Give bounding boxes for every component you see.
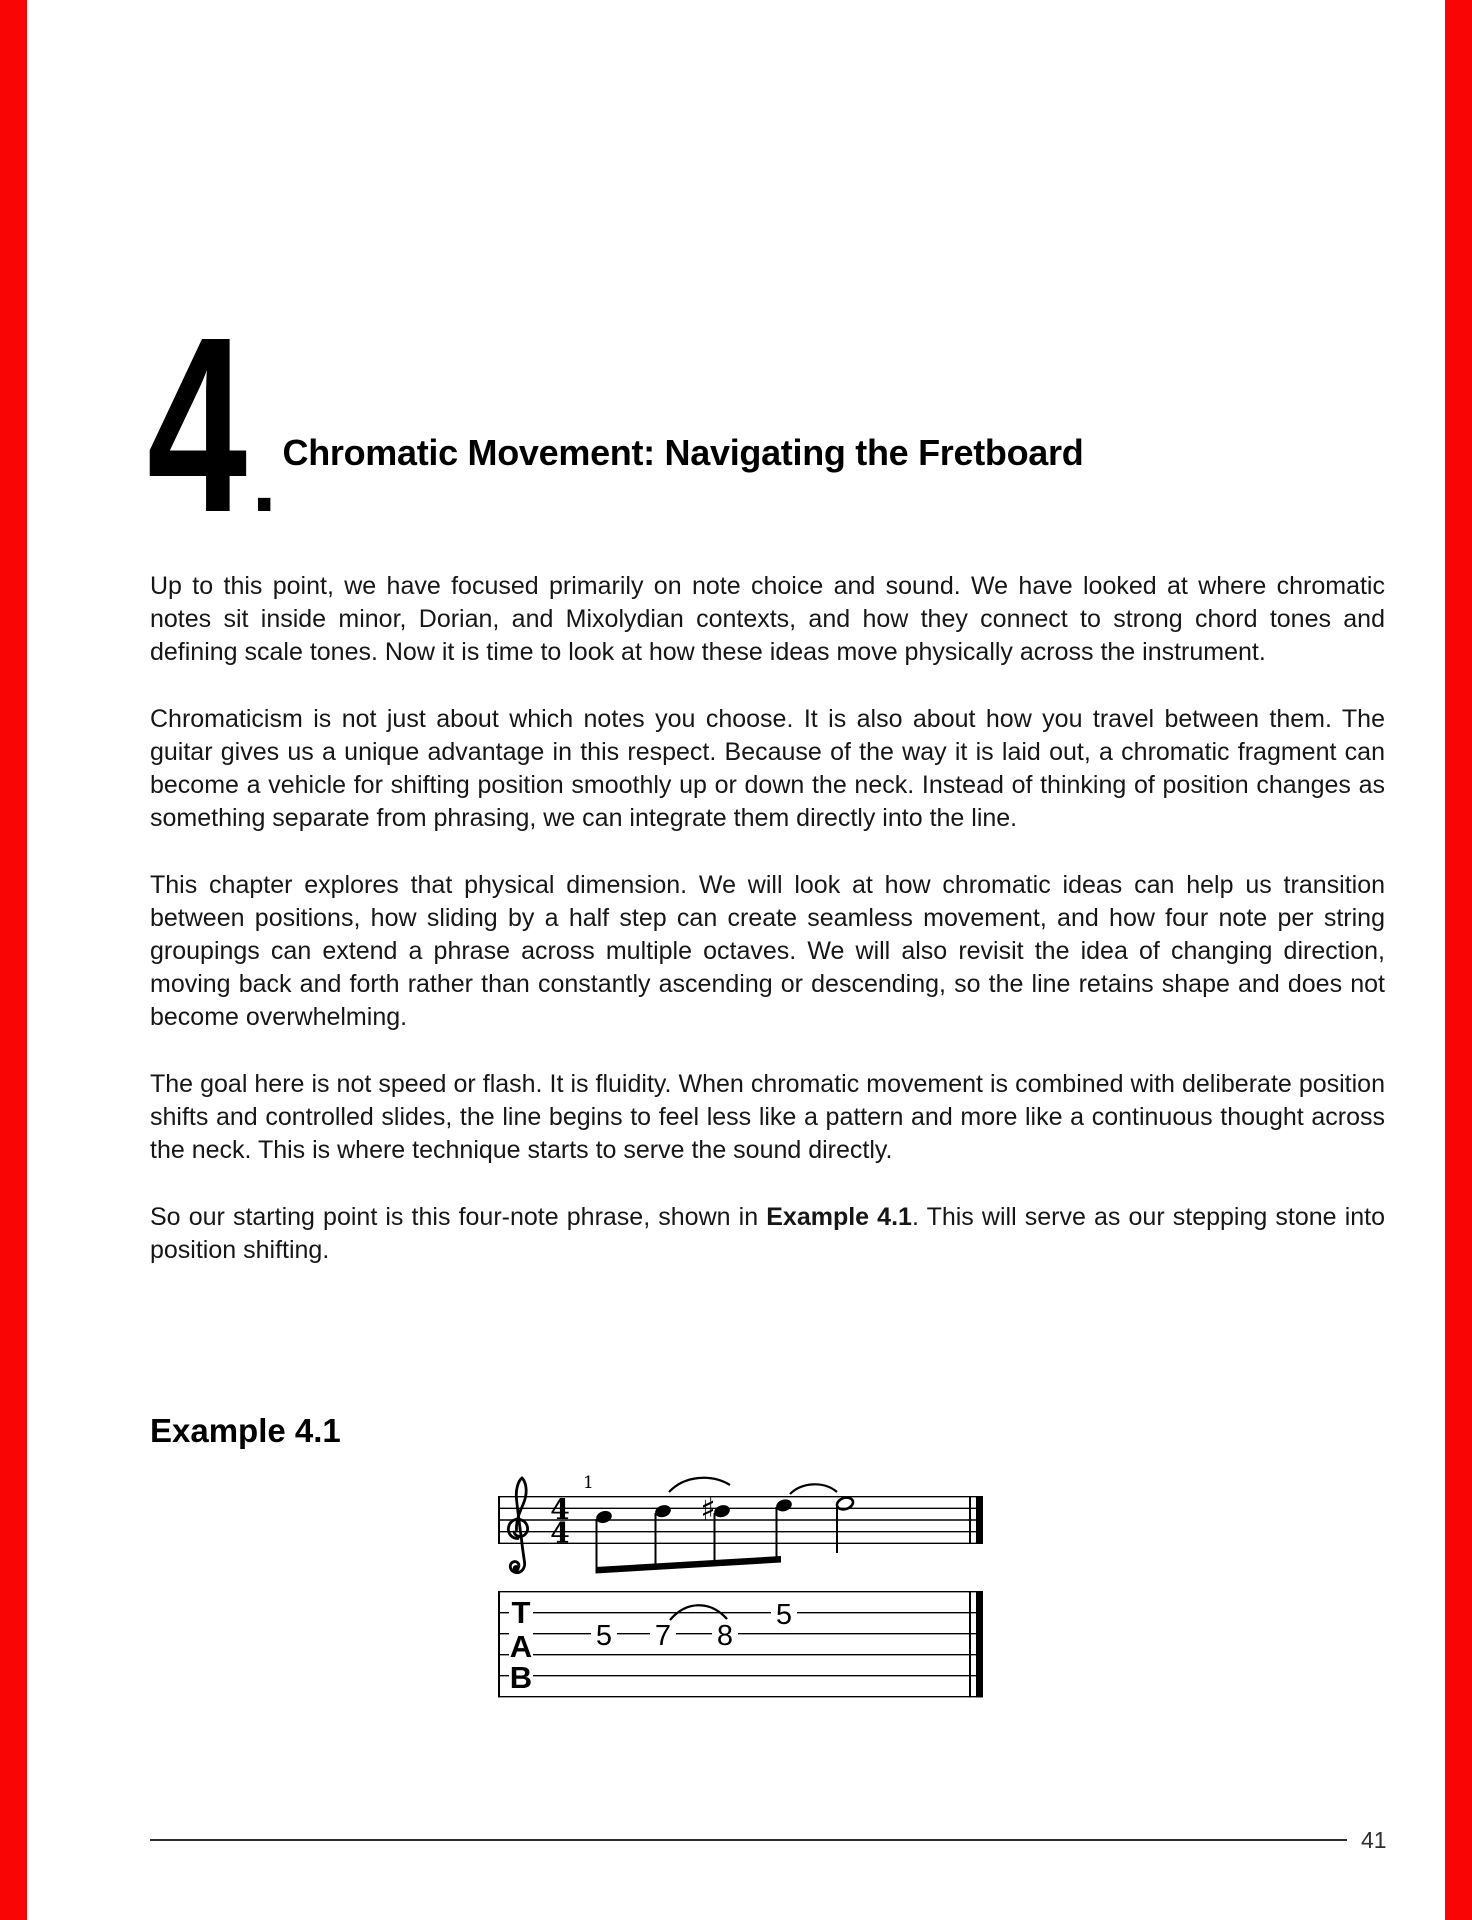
fret-numbers bbox=[596, 1599, 792, 1652]
fret-number-3: 8 bbox=[716, 1620, 734, 1652]
tie-note4-halfnote bbox=[790, 1484, 837, 1494]
fret-number-2: 7 bbox=[654, 1620, 672, 1652]
measure-number: 1 bbox=[583, 1473, 594, 1493]
tab-staff-lines bbox=[498, 1592, 983, 1697]
chapter-heading bbox=[147, 285, 1084, 564]
half-note bbox=[835, 1496, 854, 1512]
fret-number-4: 5 bbox=[775, 1599, 793, 1631]
time-sig-numerator: 4 bbox=[550, 1493, 570, 1526]
treble-final-barline-thick bbox=[976, 1496, 983, 1544]
tab-final-barline-thick bbox=[976, 1591, 983, 1697]
page-number: 41 bbox=[1361, 1826, 1387, 1853]
example-heading: Example 4.1 bbox=[150, 1412, 341, 1449]
tab-letter-t: T bbox=[511, 1595, 531, 1630]
treble-clef-icon bbox=[508, 1478, 527, 1573]
footer-rule bbox=[150, 1839, 1347, 1841]
paragraph-5-post: . This will serve as our stepping stone into position shifting. bbox=[150, 1203, 1386, 1264]
red-edge-right bbox=[1445, 0, 1472, 1920]
paragraph-2: Chromaticism is not just about which notes you choose. It is also about how you travel between them. The guitar gives us a unique advantage in this respect. Because of the way it is laid out, a chromatic fragment can become a vehicle for shifting position smoothly up or down the neck. Instead of thinking of position changes as something separate from phrasing, we can integrate them directly into the line. bbox=[150, 705, 1385, 832]
fret-number-backings bbox=[591, 1600, 797, 1647]
chapter-title: Chromatic Movement: Navigating the Fretboard bbox=[282, 432, 1084, 473]
time-signature bbox=[550, 1493, 569, 1550]
music-svg bbox=[480, 1470, 1000, 1715]
time-sig-denominator: 4 bbox=[550, 1516, 570, 1550]
example-ref-bold: Example 4.1 bbox=[766, 1203, 912, 1231]
music-notation bbox=[480, 1470, 1000, 1715]
red-edge-left bbox=[0, 0, 27, 1920]
fret-number-1: 5 bbox=[595, 1620, 613, 1652]
treble-staff-lines bbox=[498, 1497, 983, 1544]
paragraph-5-pre: So our starting point is this four-note phrase, shown in bbox=[150, 1203, 767, 1231]
chapter-number-dot: . bbox=[252, 431, 277, 530]
paragraph-5 bbox=[150, 1201, 1385, 1267]
eighth-note-beam bbox=[596, 1556, 782, 1574]
tab-clef bbox=[510, 1595, 532, 1695]
paragraph-1: Up to this point, we have focused primarily on note choice and sound. We have looked at where chromatic notes sit inside minor, Dorian, and Mixolydian contexts, and how they connect to strong chord tones and defining scale tones. Now it is time to look at how these ideas move physically across the instrument. bbox=[150, 572, 1385, 666]
body-text bbox=[150, 570, 1385, 1267]
paragraph-3: This chapter explores that physical dimension. We will look at how chromatic ideas can help us transition between positions, how sliding by a half step can create seamless movement, and how four note per string groupings can extend a phrase across multiple octaves. We will also revisit the idea of changing direction, moving back and forth rather than constantly ascending or descending, so the line retains shape and does not become overwhelming. bbox=[150, 871, 1385, 1031]
tab-letter-b: B bbox=[509, 1660, 533, 1695]
paragraph-4: The goal here is not speed or flash. It is fluidity. When chromatic movement is combined with deliberate position shifts and controlled slides, the line begins to feel less like a pattern and more like a continuous thought across the neck. This is where technique starts to serve the sound directly. bbox=[150, 1070, 1385, 1164]
chapter-number: 4 bbox=[147, 285, 248, 564]
page-footer bbox=[150, 1828, 1385, 1852]
sharp-icon: ♯ bbox=[700, 1490, 716, 1528]
tab-letter-a: A bbox=[509, 1629, 533, 1664]
